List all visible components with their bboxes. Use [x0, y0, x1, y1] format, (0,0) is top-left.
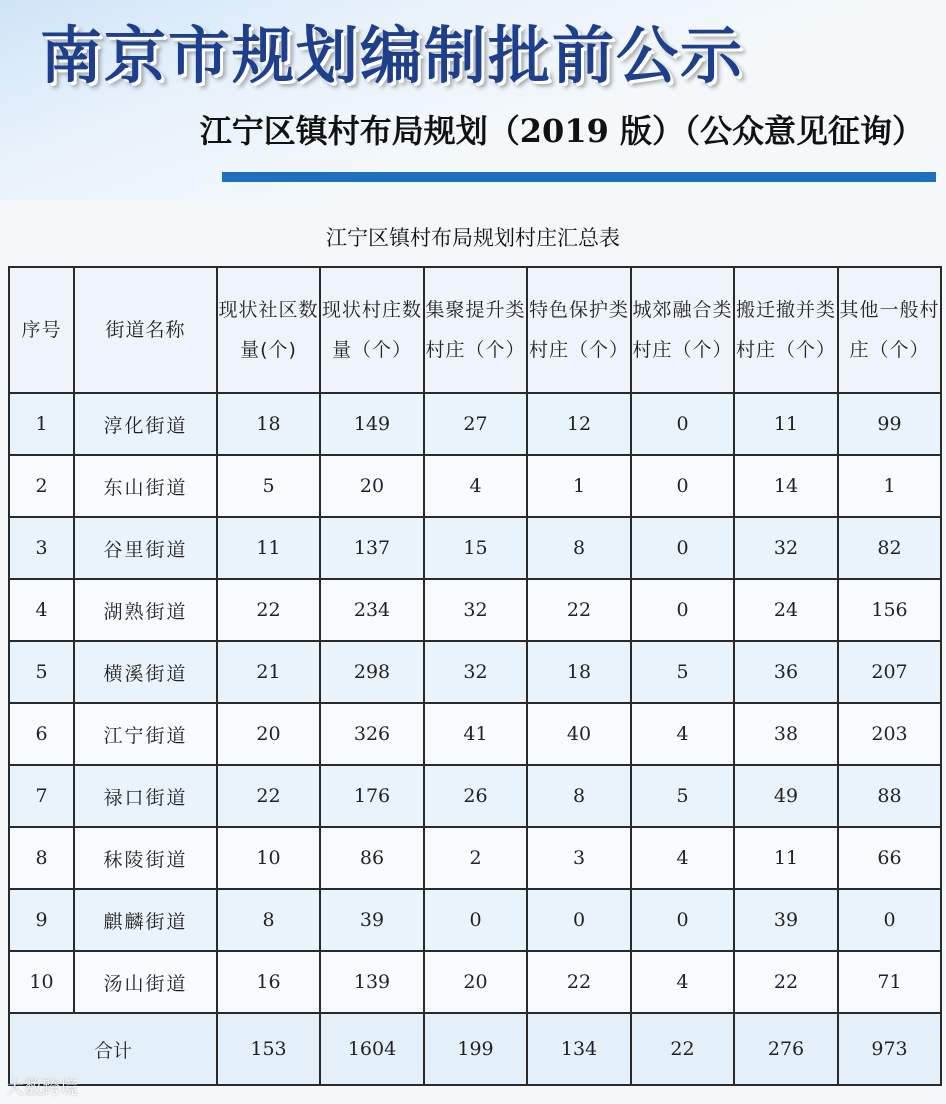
table-cell: 39: [734, 889, 838, 951]
district-name-cell: 麒麟街道: [74, 889, 217, 951]
table-cell: 207: [838, 641, 941, 703]
watermark-text: 大数跨境: [6, 1078, 78, 1099]
table-cell: 11: [217, 517, 320, 579]
column-header: 搬迁撤并类村庄（个）: [734, 267, 838, 393]
table-cell: 1: [527, 455, 631, 517]
table-cell: 24: [734, 579, 838, 641]
table-row: [9, 703, 941, 765]
table-cell: 32: [424, 579, 527, 641]
table-cell: 4: [424, 455, 527, 517]
table-cell: 3: [527, 827, 631, 889]
table-cell: 5: [217, 455, 320, 517]
table-cell: 149: [320, 393, 424, 455]
table-cell: 4: [631, 703, 734, 765]
district-name-cell: 江宁街道: [74, 703, 217, 765]
column-header: 集聚提升类村庄（个）: [424, 267, 527, 393]
table-cell: 1: [9, 393, 74, 455]
table-cell: 26: [424, 765, 527, 827]
table-cell: 18: [527, 641, 631, 703]
table-cell: 4: [9, 579, 74, 641]
table-cell: 6: [9, 703, 74, 765]
table-row: [9, 393, 941, 455]
total-cell: 1604: [320, 1013, 424, 1085]
table-cell: 0: [631, 393, 734, 455]
table-cell: 82: [838, 517, 941, 579]
table-cell: 2: [9, 455, 74, 517]
village-summary-table: [8, 266, 942, 1086]
table-row: [9, 951, 941, 1013]
column-header: 现状社区数量(个): [217, 267, 320, 393]
table-cell: 5: [9, 641, 74, 703]
table-row: [9, 641, 941, 703]
district-name-cell: 秣陵街道: [74, 827, 217, 889]
table-cell: 16: [217, 951, 320, 1013]
table-cell: 137: [320, 517, 424, 579]
table-cell: 203: [838, 703, 941, 765]
table-cell: 12: [527, 393, 631, 455]
table-cell: 298: [320, 641, 424, 703]
table-cell: 20: [320, 455, 424, 517]
table-cell: 38: [734, 703, 838, 765]
table-cell: 1: [838, 455, 941, 517]
table-cell: 41: [424, 703, 527, 765]
table-cell: 32: [734, 517, 838, 579]
table-cell: 21: [217, 641, 320, 703]
header-banner: [0, 0, 946, 200]
table-cell: 10: [9, 951, 74, 1013]
table-cell: 18: [217, 393, 320, 455]
table-cell: 8: [217, 889, 320, 951]
table-cell: 0: [424, 889, 527, 951]
table-cell: 22: [217, 765, 320, 827]
total-cell: 199: [424, 1013, 527, 1085]
table-row: [9, 455, 941, 517]
total-cell: 134: [527, 1013, 631, 1085]
table-cell: 4: [631, 827, 734, 889]
table-cell: 0: [838, 889, 941, 951]
table-cell: 20: [424, 951, 527, 1013]
district-name-cell: 汤山街道: [74, 951, 217, 1013]
table-cell: 8: [527, 765, 631, 827]
table-cell: 156: [838, 579, 941, 641]
table-cell: 39: [320, 889, 424, 951]
table-cell: 0: [631, 889, 734, 951]
table-cell: 22: [217, 579, 320, 641]
total-label: 合计: [9, 1013, 217, 1085]
district-name-cell: 禄口街道: [74, 765, 217, 827]
table-cell: 49: [734, 765, 838, 827]
table-cell: 66: [838, 827, 941, 889]
table-cell: 139: [320, 951, 424, 1013]
table-cell: 99: [838, 393, 941, 455]
total-cell: 22: [631, 1013, 734, 1085]
column-header: 街道名称: [74, 267, 217, 393]
table-cell: 40: [527, 703, 631, 765]
table-row: [9, 579, 941, 641]
column-header: 特色保护类村庄（个）: [527, 267, 631, 393]
table-cell: 3: [9, 517, 74, 579]
column-header: 序号: [9, 267, 74, 393]
table-cell: 4: [631, 951, 734, 1013]
district-name-cell: 淳化街道: [74, 393, 217, 455]
table-cell: 5: [631, 641, 734, 703]
table-cell: 2: [424, 827, 527, 889]
table-caption: 江宁区镇村布局规划村庄汇总表: [326, 226, 620, 250]
table-cell: 86: [320, 827, 424, 889]
table-cell: 234: [320, 579, 424, 641]
table-cell: 0: [631, 517, 734, 579]
table-row: [9, 517, 941, 579]
table-cell: 15: [424, 517, 527, 579]
table-cell: 7: [9, 765, 74, 827]
table-cell: 11: [734, 827, 838, 889]
table-cell: 20: [217, 703, 320, 765]
district-name-cell: 谷里街道: [74, 517, 217, 579]
table-row: [9, 765, 941, 827]
district-name-cell: 东山街道: [74, 455, 217, 517]
title-divider: [222, 172, 936, 182]
total-row: [9, 1013, 941, 1085]
table-cell: 0: [631, 455, 734, 517]
total-cell: 153: [217, 1013, 320, 1085]
table-cell: 27: [424, 393, 527, 455]
table-row: [9, 827, 941, 889]
table-row: [9, 889, 941, 951]
column-header: 其他一般村庄（个）: [838, 267, 941, 393]
column-header: 城郊融合类村庄（个）: [631, 267, 734, 393]
table-cell: 14: [734, 455, 838, 517]
table-cell: 32: [424, 641, 527, 703]
column-header: 现状村庄数量（个）: [320, 267, 424, 393]
district-name-cell: 横溪街道: [74, 641, 217, 703]
table-cell: 176: [320, 765, 424, 827]
table-cell: 8: [9, 827, 74, 889]
table-cell: 326: [320, 703, 424, 765]
page-title: 南京市规划编制批前公示: [40, 19, 745, 92]
total-cell: 973: [838, 1013, 941, 1085]
table-cell: 22: [527, 579, 631, 641]
table-cell: 36: [734, 641, 838, 703]
table-cell: 10: [217, 827, 320, 889]
table-header-row: [9, 267, 941, 393]
table-cell: 11: [734, 393, 838, 455]
table-cell: 88: [838, 765, 941, 827]
table-cell: 9: [9, 889, 74, 951]
table-cell: 71: [838, 951, 941, 1013]
table-cell: 0: [631, 579, 734, 641]
page-subtitle: 江宁区镇村布局规划（2019 版）（公众意见征询）: [199, 112, 924, 150]
table-cell: 22: [527, 951, 631, 1013]
total-cell: 276: [734, 1013, 838, 1085]
table-cell: 5: [631, 765, 734, 827]
district-name-cell: 湖熟街道: [74, 579, 217, 641]
table-cell: 8: [527, 517, 631, 579]
table-cell: 22: [734, 951, 838, 1013]
table-cell: 0: [527, 889, 631, 951]
